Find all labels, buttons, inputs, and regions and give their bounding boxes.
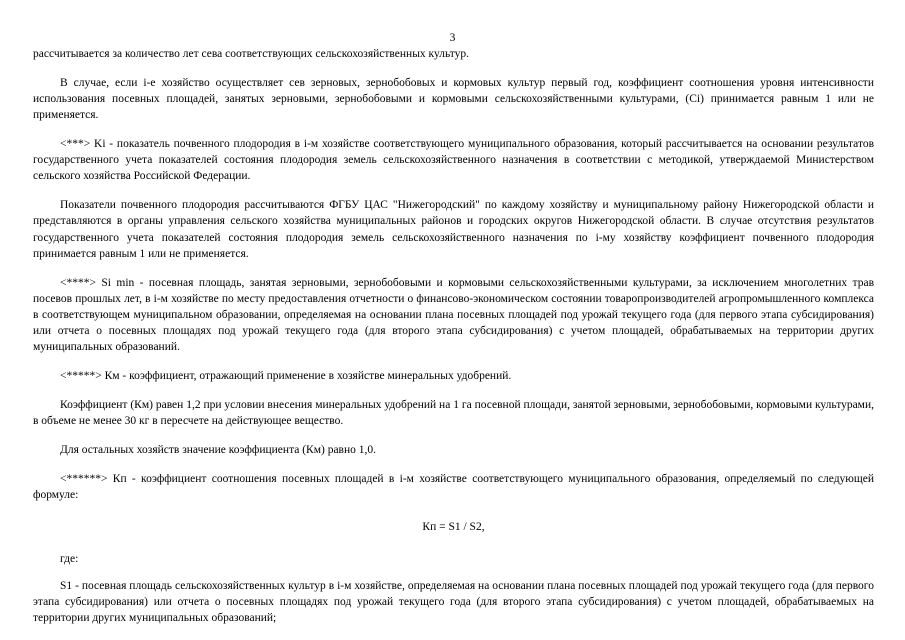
document-body [33,46,874,639]
formula-kp: Кп = S1 / S2, [422,521,485,534]
paragraph-kp-definition: <******> Кп - коэффициент соотношения посевных площадей в i-м хозяйстве соответствующего муниципального образования, определяемый по следующей формуле: [33,472,874,502]
paragraph-continuation: рассчитывается за количество лет сева соответствующих сельскохозяйственных культур. [33,48,470,60]
paragraph-soil-fertility: Показатели почвенного плодородия рассчитываются ФГБУ ЦАС "Нижегородский" по каждому хозяйству и муниципальному району Нижегородской области и представляются в органы управления сельского хозяйства муниципальных районов и городских округов Нижегородской области. В случае отсутствия результатов государственного учета показателей состояния плодородия земель сельскохозяйственного назначения по i-му хозяйству коэффициент почвенного плодородия принимается равным 1 или не применяется. [33,199,874,260]
paragraph-first-year-sowing: В случае, если i-е хозяйство осуществляет сев зерновых, зернобобовых и кормовых культур первый год, коэффициент соотношения уровня интенсивности использования посевных площадей, занятых зерновыми, зернобобовыми и кормовыми сельскохозяйственными культурами, (Ci) принимается равным 1 или не применяется. [33,76,874,122]
paragraph-km-definition: <*****> Км - коэффициент, отражающий применение в хозяйстве минеральных удобрений. [60,370,512,383]
where-label: где: [60,553,79,566]
paragraph-ki-definition: <***> Ki - показатель почвенного плодородия в i-м хозяйстве соответствующего муниципального образования, который рассчитывается на основании результатов государственного учета показателей состояния плодородия земель сельскохозяйственного назначения в соответствии с методикой, утверждаемой Министерством сельского хозяйства Российской Федерации. [33,138,874,183]
page-number: 3 [449,32,456,44]
paragraph-s1-definition: S1 - посевная площадь сельскохозяйственных культур в i-м хозяйстве, определяемая на основании плана посевных площадей под урожай текущего года (для первого этапа субсидирования) или отчета о посевных площадях под урожай текущего года (для второго этапа субсидирования) с учетом площадей, обрабатываемых на территории других муниципальных образований; [33,579,874,625]
paragraph-si-min-definition: <****> Si min - посевная площадь, занятая зерновыми, зернобобовыми и кормовыми сельскохозяйственными культурами, за исключением многолетних трав посевов прошлых лет, в i-м хозяйстве по месту предоставления отчетности о финансово-экономическом состоянии товаропроизводителей агропромышленного комплекса в соответствующем муниципальном образовании, определяемая на основании плана посевных площадей под урожай текущего года (для первого этапа субсидирования) или отчета о посевных площадях под урожай текущего года (для второго этапа субсидирования) с учетом площадей, обрабатываемых на территории других муниципальных образований. [33,276,874,354]
paragraph-km-value: Коэффициент (Км) равен 1,2 при условии внесения минеральных удобрений на 1 га посевной площади, занятой зерновыми, зернобобовыми, кормовыми культурами, в объеме не менее 30 кг в пересчете на действующее вещество. [33,399,874,428]
paragraph-km-default: Для остальных хозяйств значение коэффициента (Км) равно 1,0. [60,444,377,457]
